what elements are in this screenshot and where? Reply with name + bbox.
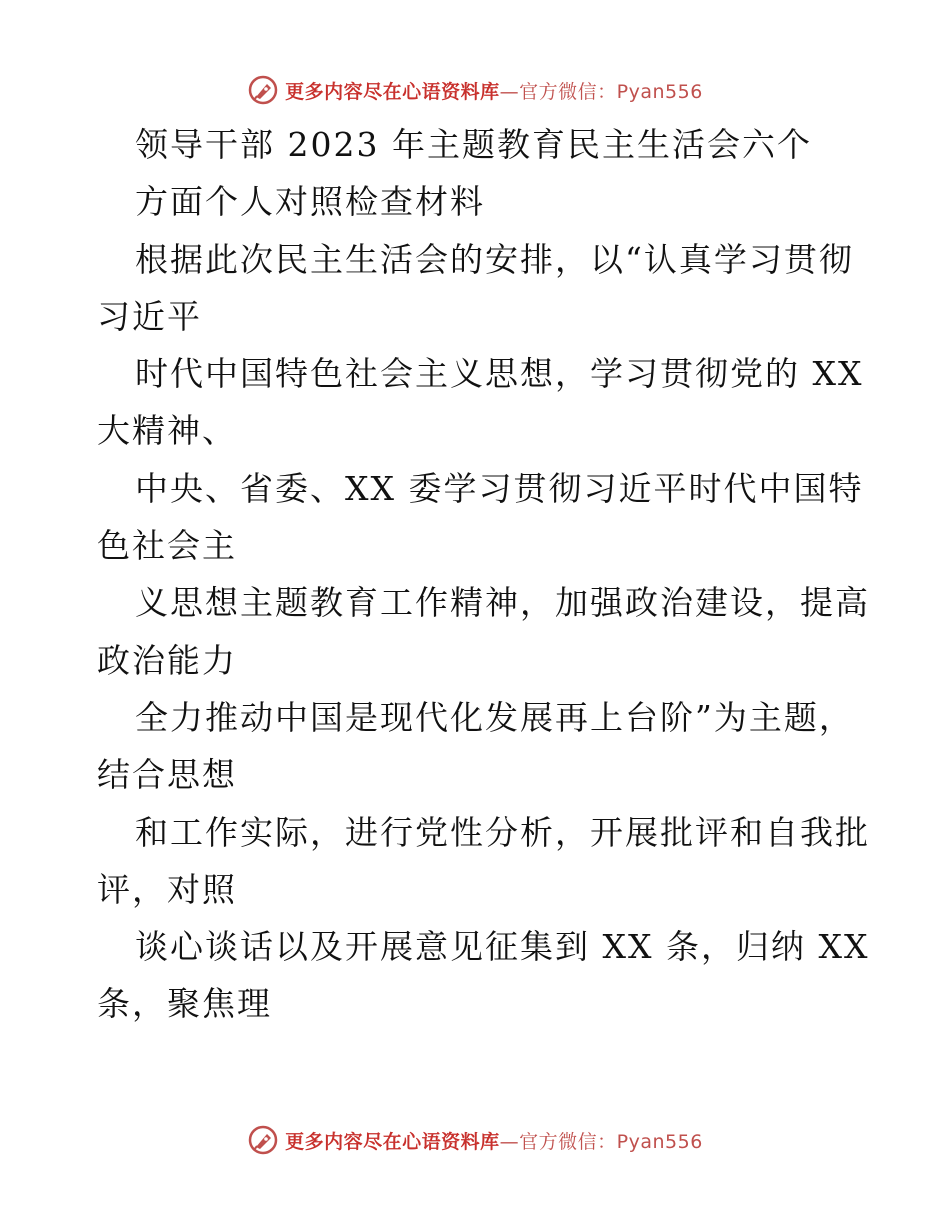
banner-text bbox=[285, 1127, 703, 1154]
paragraph-line: 评，对照 bbox=[97, 869, 237, 909]
banner-wechat-text: 官方微信：Pyan556 bbox=[519, 1130, 703, 1153]
paragraph-line: 大精神、 bbox=[97, 411, 237, 451]
banner-dash: — bbox=[499, 80, 520, 103]
pen-nib-icon bbox=[247, 1124, 279, 1156]
paragraph-line: 色社会主 bbox=[97, 526, 237, 566]
banner-main-text: 更多内容尽在心语资料库 bbox=[285, 80, 500, 103]
paragraph-line: 结合思想 bbox=[97, 755, 237, 795]
footer-banner bbox=[0, 1120, 950, 1160]
banner-text bbox=[285, 77, 703, 104]
banner-wechat-text: 官方微信：Pyan556 bbox=[519, 80, 703, 103]
paragraph-line: 义思想主题教育工作精神，加强政治建设，提高 bbox=[135, 583, 870, 623]
paragraph-line: 根据此次民主生活会的安排，以“认真学习贯彻 bbox=[135, 239, 854, 279]
paragraph-line: 政治能力 bbox=[97, 640, 237, 680]
paragraph-line: 习近平 bbox=[97, 296, 202, 336]
banner-dash: — bbox=[499, 1130, 520, 1153]
paragraph-line: 谈心谈话以及开展意见征集到 XX 条，归纳 XX bbox=[135, 927, 870, 967]
title-line-1: 领导干部 2023 年主题教育民主生活会六个 bbox=[135, 125, 812, 164]
paragraph-line: 时代中国特色社会主义思想，学习贯彻党的 XX bbox=[135, 354, 864, 394]
paragraph-line: 中央、省委、XX 委学习贯彻习近平时代中国特 bbox=[135, 468, 864, 508]
paragraph-line: 条，聚焦理 bbox=[97, 984, 272, 1024]
paragraph-line: 全力推动中国是现代化发展再上台阶”为主题， bbox=[135, 697, 854, 737]
document-body bbox=[97, 116, 870, 1033]
header-banner bbox=[0, 70, 950, 110]
pen-nib-icon bbox=[247, 74, 279, 106]
paragraph-line: 和工作实际，进行党性分析，开展批评和自我批 bbox=[135, 812, 870, 852]
banner-main-text: 更多内容尽在心语资料库 bbox=[285, 1130, 500, 1153]
title-line-2: 方面个人对照检查材料 bbox=[135, 182, 485, 222]
